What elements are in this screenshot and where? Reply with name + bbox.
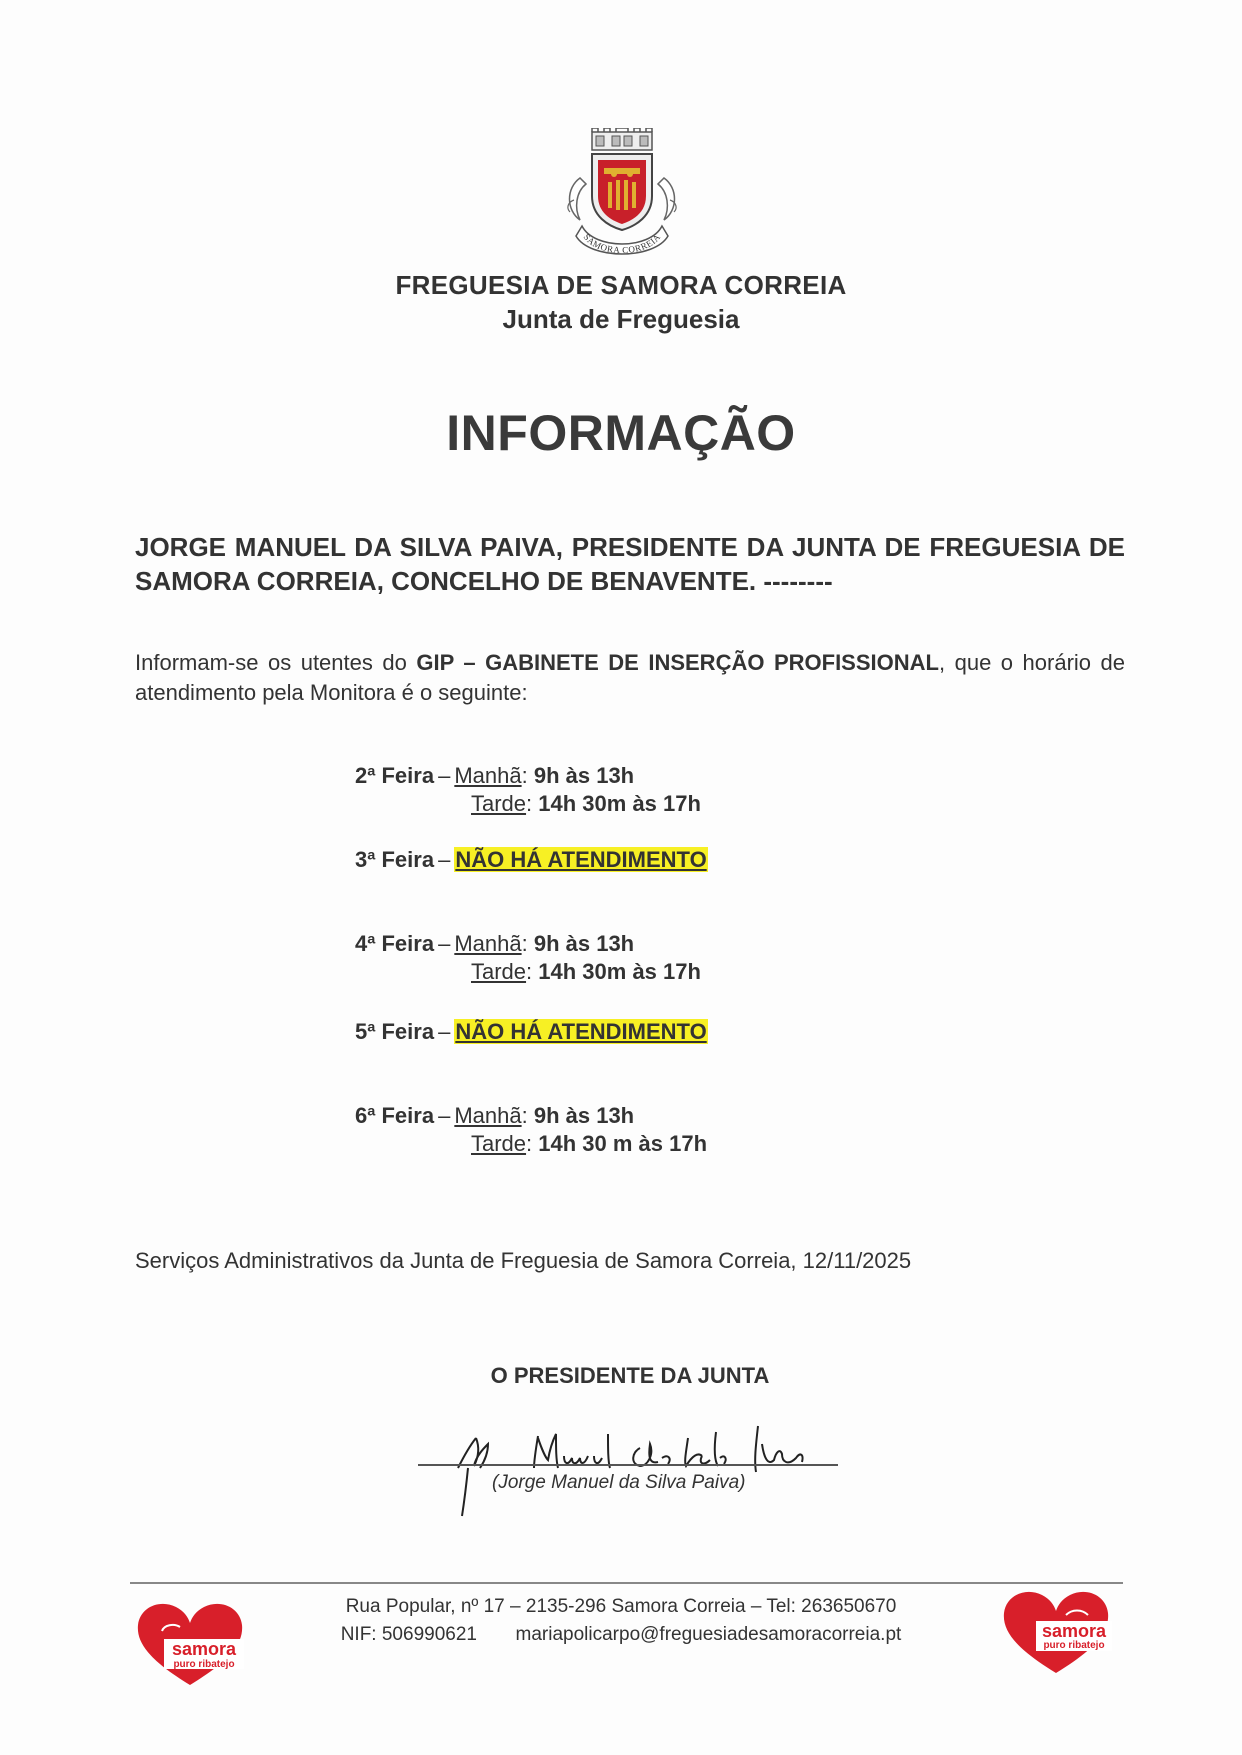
day-label: 6ª Feira: [355, 1103, 435, 1128]
logo-tagline: puro ribatejo: [173, 1659, 235, 1670]
dash: –: [438, 1103, 451, 1128]
intro-text-bold: GIP – GABINETE DE INSERÇÃO PROFISSIONAL: [416, 650, 939, 675]
signature-role: O PRESIDENTE DA JUNTA: [490, 1363, 770, 1388]
handwritten-signature: [418, 1408, 838, 1518]
morning-label: Manhã: [454, 763, 522, 788]
afternoon-label: Tarde: [471, 1131, 527, 1156]
morning-label: Manhã: [454, 1103, 522, 1128]
closed-notice: NÃO HÁ ATENDIMENTO: [455, 1019, 707, 1044]
logo-word: samora: [171, 1639, 237, 1659]
samora-heart-logo-right: [1000, 1585, 1112, 1677]
morning-hours: 9h às 13h: [533, 763, 635, 788]
schedule-day-wednesday: 4ª Feira – Manhã: 9h às 13h: [355, 931, 635, 956]
morning-hours: 9h às 13h: [533, 1103, 635, 1128]
intro-text-before: Informam-se os utentes do: [135, 650, 417, 675]
intro-text-after: , que o horário de atendimento pela Monitora é o seguinte:: [135, 650, 1125, 705]
footer-address: Rua Popular, nº 17 – 2135-296 Samora Correia – Tel: 263650670: [345, 1596, 897, 1617]
intro-paragraph: [135, 648, 1125, 708]
afternoon-hours: 14h 30 m às 17h: [538, 1131, 708, 1156]
schedule-day-friday: 6ª Feira – Manhã: 9h às 13h: [355, 1103, 635, 1128]
logo-word: samora: [1041, 1621, 1107, 1641]
footer-email: mariapolicarpo@freguesiadesamoracorreia.pt: [515, 1624, 902, 1645]
closed-notice: NÃO HÁ ATENDIMENTO: [455, 847, 707, 872]
day-label: 2ª Feira: [355, 763, 435, 788]
dash: –: [438, 847, 451, 872]
dash: –: [438, 763, 451, 788]
day-label: 4ª Feira: [355, 931, 435, 956]
schedule-day-monday: 2ª Feira – Manhã: 9h às 13h: [355, 763, 635, 788]
document-title: INFORMAÇÃO: [446, 405, 796, 461]
samora-heart-logo-left: [134, 1597, 246, 1689]
afternoon-hours: 14h 30m às 17h: [538, 791, 701, 816]
day-label: 3ª Feira: [355, 847, 435, 872]
schedule-monday-afternoon: Tarde: 14h 30m às 17h: [471, 791, 701, 816]
signature-line: [418, 1464, 838, 1466]
signatory-name: (Jorge Manuel da Silva Paiva): [492, 1472, 746, 1493]
schedule-friday-afternoon: Tarde: 14h 30 m às 17h: [471, 1131, 708, 1156]
afternoon-hours: 14h 30m às 17h: [538, 959, 701, 984]
footer-divider: [130, 1582, 1123, 1584]
schedule-wednesday-afternoon: Tarde: 14h 30m às 17h: [471, 959, 701, 984]
services-date-line: Serviços Administrativos da Junta de Freguesia de Samora Correia, 12/11/2025: [135, 1248, 912, 1273]
coat-of-arms-crest: [560, 128, 684, 260]
document-heading: JORGE MANUEL DA SILVA PAIVA, PRESIDENTE DA JUNTA DE FREGUESIA DE SAMORA CORREIA, CONCELHO DE BENAVENTE. --------: [135, 532, 1125, 596]
logo-tagline: puro ribatejo: [1043, 1640, 1105, 1651]
schedule-day-tuesday: [355, 847, 708, 873]
afternoon-label: Tarde: [471, 959, 527, 984]
morning-label: Manhã: [454, 931, 522, 956]
crest-ribbon-text: SAMORA CORREIA: [581, 231, 663, 256]
dash: –: [438, 1019, 451, 1044]
afternoon-label: Tarde: [471, 791, 527, 816]
organization-subtitle: Junta de Freguesia: [502, 304, 740, 334]
day-label: 5ª Feira: [355, 1019, 435, 1044]
morning-hours: 9h às 13h: [533, 931, 635, 956]
organization-name: FREGUESIA DE SAMORA CORREIA: [395, 270, 847, 300]
footer-nif: NIF: 506990621: [340, 1624, 477, 1645]
schedule-day-thursday: [355, 1019, 708, 1045]
dash: –: [438, 931, 451, 956]
